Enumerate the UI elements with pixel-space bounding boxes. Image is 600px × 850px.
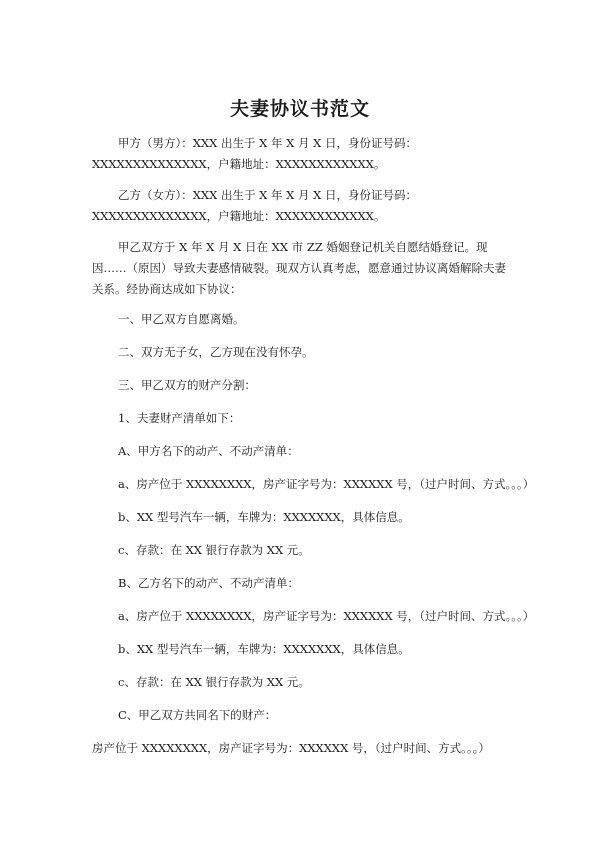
party-b-paragraph: 乙方（女方）：XXX 出生于 X 年 X 月 X 日，身份证号码：XXXXXXXXXXXXXX，户籍地址：XXXXXXXXXXXX。 bbox=[92, 188, 417, 223]
party-b-deposit: c、存款：在 XX 银行存款为 XX 元。 bbox=[118, 675, 310, 689]
party-a-property-heading: A、甲方名下的动产、不动产清单： bbox=[118, 444, 299, 458]
party-a-deposit: c、存款：在 XX 银行存款为 XX 元。 bbox=[118, 543, 310, 557]
joint-property-heading: C、甲乙双方共同名下的财产： bbox=[118, 708, 277, 722]
clause-3: 三、甲乙双方的财产分割： bbox=[118, 378, 256, 392]
clause-2: 二、双方无子女，乙方现在没有怀孕。 bbox=[118, 345, 314, 359]
clause-1: 一、甲乙双方自愿离婚。 bbox=[118, 312, 245, 326]
property-list-heading: 1、夫妻财产清单如下： bbox=[118, 411, 241, 425]
party-b-car: b、XX 型号汽车一辆，车牌为：XXXXXXX，具体信息。 bbox=[118, 642, 410, 656]
background-paragraph: 甲乙双方于 X 年 X 月 X 日在 XX 市 ZZ 婚姻登记机关自愿结婚登记。现因……（原因）导致夫妻感情破裂。现双方认真考虑，愿意通过协议离婚解除夫妻关系。经协商达成如下协议： bbox=[92, 240, 506, 296]
party-a-car: b、XX 型号汽车一辆，车牌为：XXXXXXX，具体信息。 bbox=[118, 510, 410, 524]
joint-house: 房产位于 XXXXXXXX，房产证字号为：XXXXXX 号，（过户时间、方式。。。） bbox=[92, 741, 490, 755]
party-b-property-heading: B、乙方名下的动产、不动产清单： bbox=[118, 576, 299, 590]
party-b-house: a、房产位于 XXXXXXXX，房产证字号为：XXXXXX 号，（过户时间、方式。。。） bbox=[118, 609, 535, 623]
document-title: 夫妻协议书范文 bbox=[229, 98, 370, 120]
party-a-house: a、房产位于 XXXXXXXX，房产证字号为：XXXXXX 号，（过户时间、方式。。。） bbox=[118, 477, 535, 491]
party-a-paragraph: 甲方（男方）：XXX 出生于 X 年 X 月 X 日，身份证号码：XXXXXXXXXXXXXX，户籍地址：XXXXXXXXXXXX。 bbox=[92, 136, 417, 171]
